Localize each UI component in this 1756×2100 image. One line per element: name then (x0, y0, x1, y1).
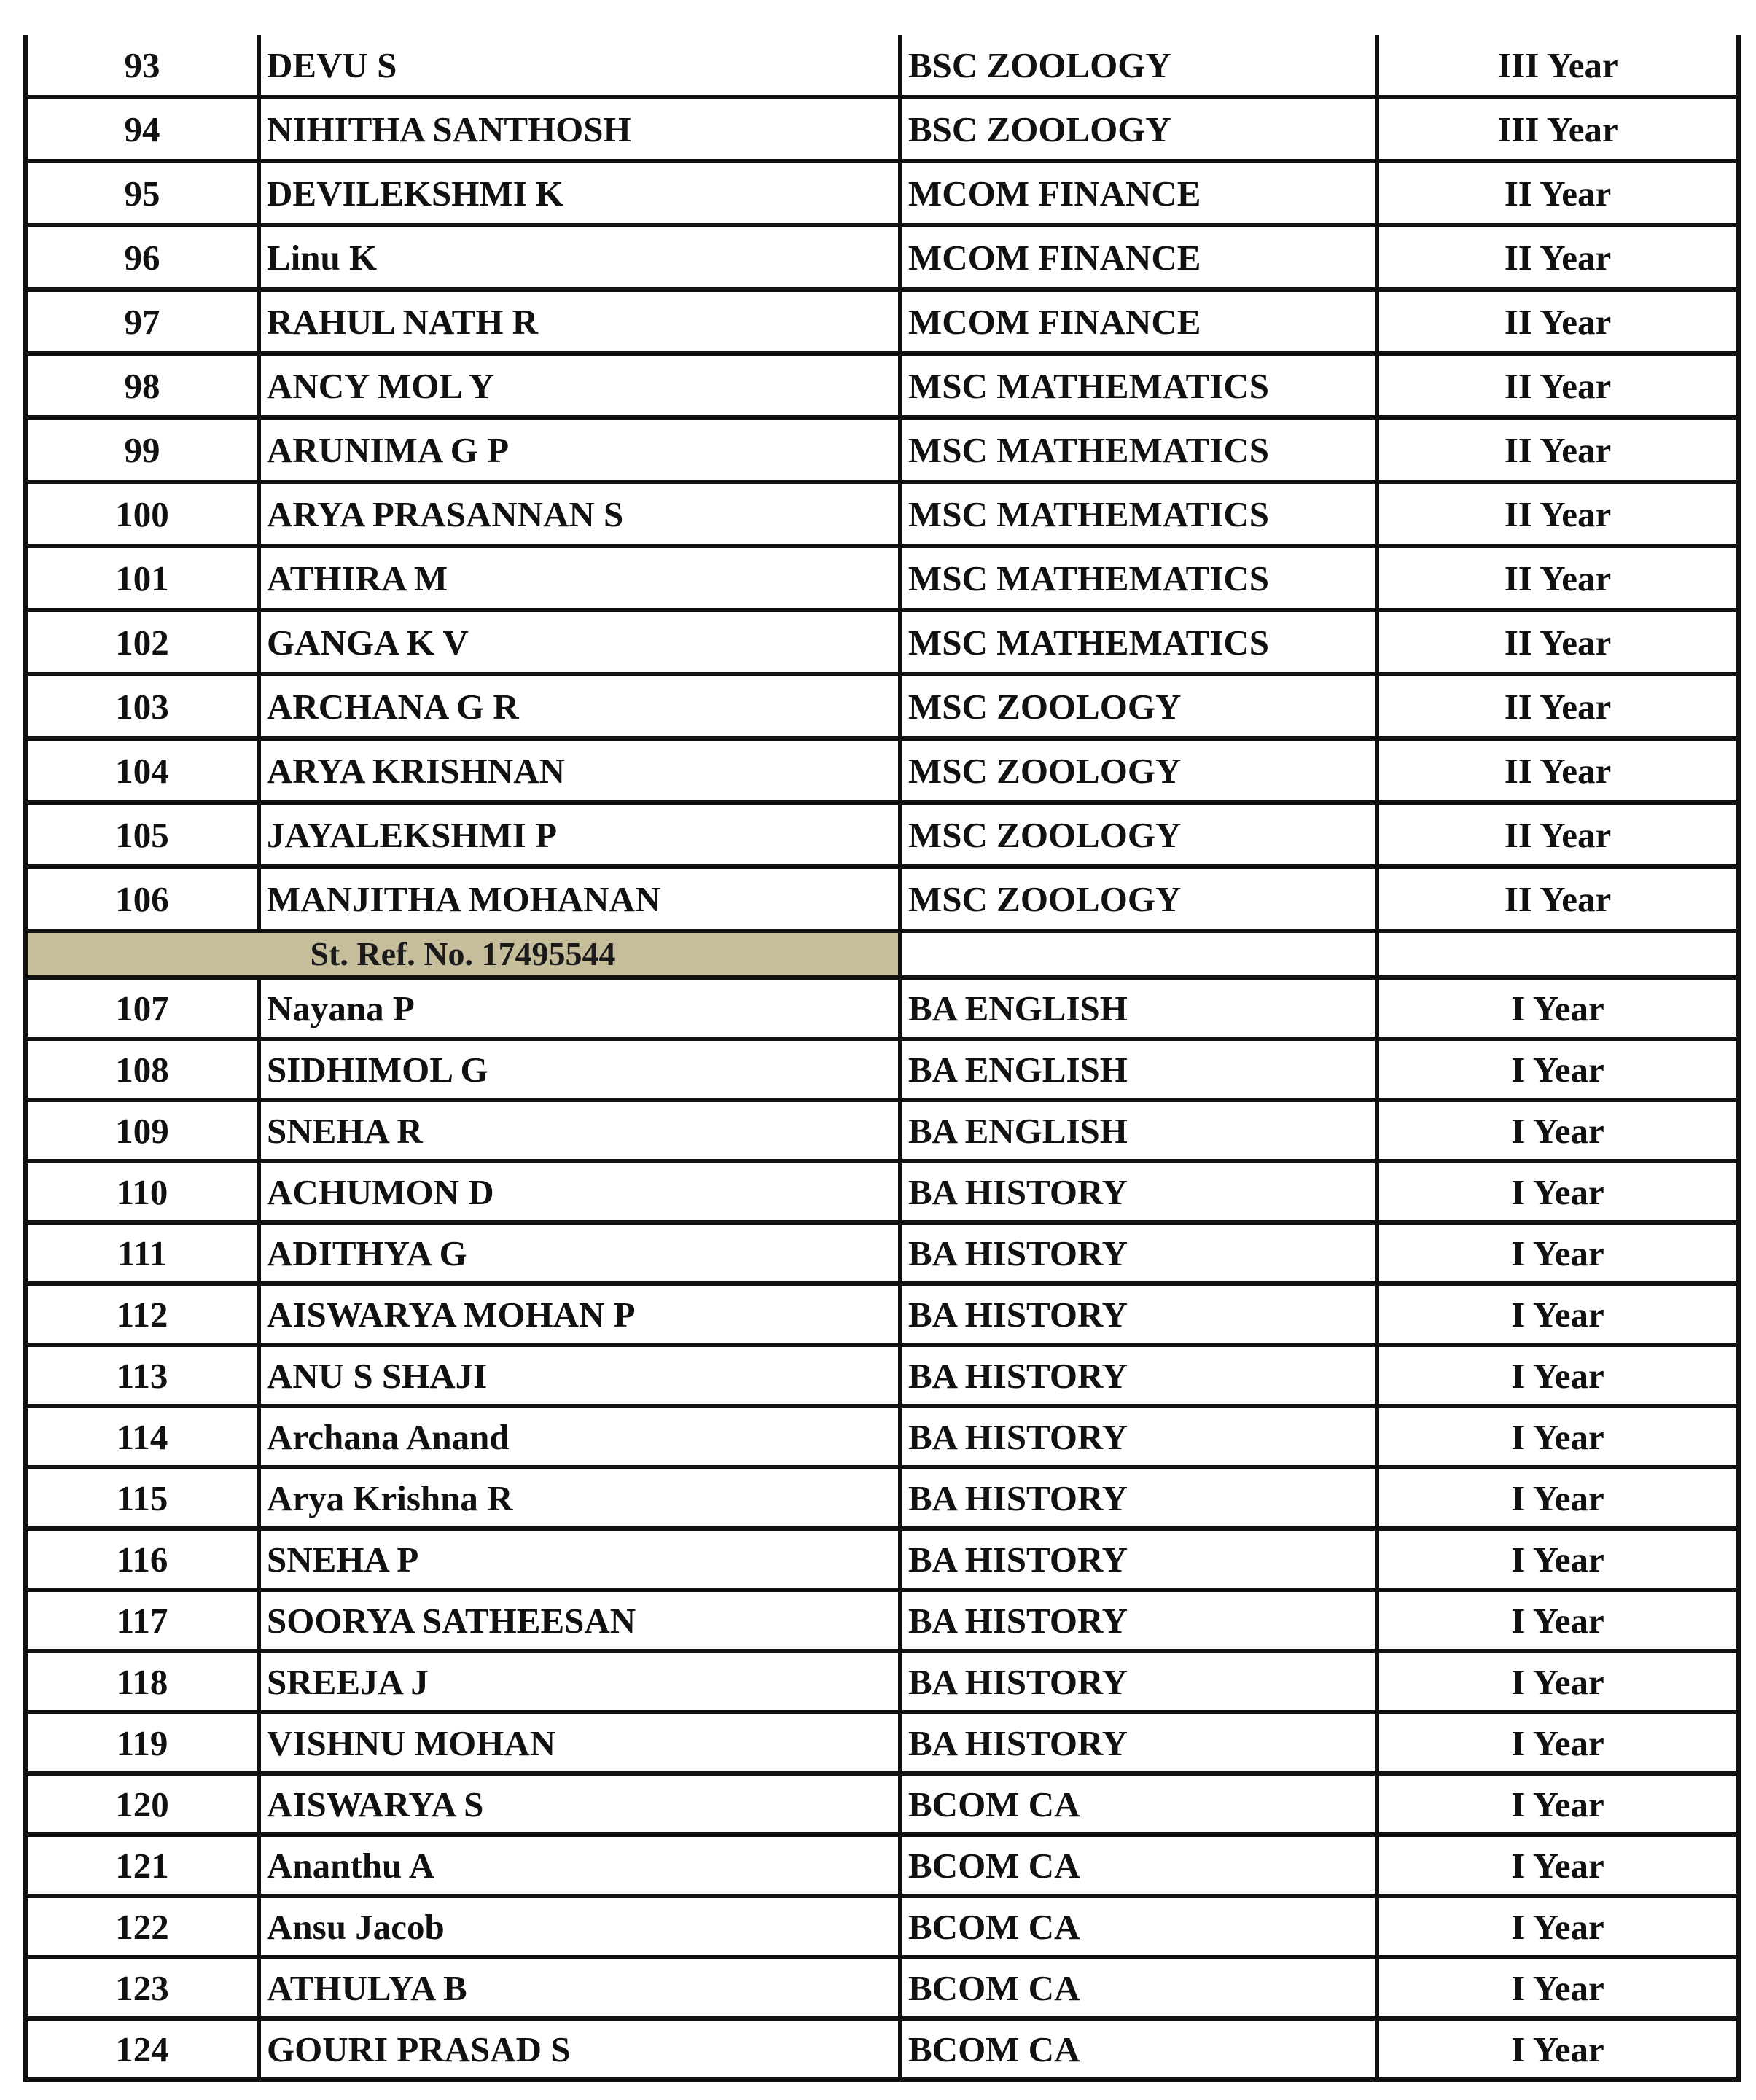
serial-number: 102 (26, 610, 259, 674)
year-of-study: III Year (1377, 97, 1739, 161)
course-name: BA HISTORY (900, 1467, 1377, 1529)
serial-number: 104 (26, 738, 259, 803)
serial-number: 108 (26, 1039, 259, 1100)
student-name: ARYA PRASANNAN S (259, 482, 900, 546)
course-name: BA HISTORY (900, 1406, 1377, 1467)
table-row (26, 1284, 1739, 1345)
table-row (26, 1467, 1739, 1529)
year-of-study: II Year (1377, 161, 1739, 225)
year-of-study: I Year (1377, 1100, 1739, 1161)
serial-number: 105 (26, 803, 259, 867)
table-row (26, 418, 1739, 482)
year-of-study: II Year (1377, 289, 1739, 354)
table-row (26, 1039, 1739, 1100)
student-name: RAHUL NATH R (259, 289, 900, 354)
student-name: VISHNU MOHAN (259, 1712, 900, 1773)
course-name: MCOM FINANCE (900, 161, 1377, 225)
course-name: MSC MATHEMATICS (900, 418, 1377, 482)
year-of-study: I Year (1377, 1712, 1739, 1773)
course-name: BA HISTORY (900, 1651, 1377, 1712)
table-row (26, 1835, 1739, 1896)
serial-number: 121 (26, 1835, 259, 1896)
student-name: Arya Krishna R (259, 1467, 900, 1529)
course-name: BA HISTORY (900, 1222, 1377, 1284)
student-name: GOURI PRASAD S (259, 2018, 900, 2080)
course-name: BSC ZOOLOGY (900, 97, 1377, 161)
course-name: MSC MATHEMATICS (900, 610, 1377, 674)
course-name: BA ENGLISH (900, 1039, 1377, 1100)
reference-number-label: St. Ref. No. 17495544 (26, 931, 900, 977)
serial-number: 115 (26, 1467, 259, 1529)
student-name: JAYALEKSHMI P (259, 803, 900, 867)
serial-number: 106 (26, 867, 259, 931)
course-name: MSC ZOOLOGY (900, 738, 1377, 803)
student-name: ATHULYA B (259, 1957, 900, 2018)
student-name: ACHUMON D (259, 1161, 900, 1222)
table-row (26, 977, 1739, 1039)
table-row (26, 35, 1739, 97)
table-row (26, 738, 1739, 803)
course-name: BA HISTORY (900, 1529, 1377, 1590)
student-name: ANU S SHAJI (259, 1345, 900, 1406)
student-name: Ananthu A (259, 1835, 900, 1896)
student-name: ADITHYA G (259, 1222, 900, 1284)
year-of-study: I Year (1377, 1467, 1739, 1529)
serial-number: 111 (26, 1222, 259, 1284)
course-name: MCOM FINANCE (900, 289, 1377, 354)
table-row (26, 1529, 1739, 1590)
serial-number: 119 (26, 1712, 259, 1773)
year-of-study: I Year (1377, 977, 1739, 1039)
year-of-study: I Year (1377, 1835, 1739, 1896)
student-table-body (26, 35, 1739, 2080)
serial-number: 116 (26, 1529, 259, 1590)
year-of-study: II Year (1377, 610, 1739, 674)
serial-number: 98 (26, 354, 259, 418)
year-of-study: III Year (1377, 35, 1739, 97)
course-name: BCOM CA (900, 1896, 1377, 1957)
serial-number: 109 (26, 1100, 259, 1161)
student-name: SNEHA P (259, 1529, 900, 1590)
serial-number: 99 (26, 418, 259, 482)
serial-number: 101 (26, 546, 259, 610)
table-row (26, 674, 1739, 738)
year-of-study: II Year (1377, 482, 1739, 546)
serial-number: 97 (26, 289, 259, 354)
table-row (26, 354, 1739, 418)
course-name: BA HISTORY (900, 1712, 1377, 1773)
table-row (26, 1406, 1739, 1467)
table-row (26, 610, 1739, 674)
student-name: MANJITHA MOHANAN (259, 867, 900, 931)
year-of-study: I Year (1377, 1039, 1739, 1100)
year-of-study: II Year (1377, 225, 1739, 289)
empty-cell (900, 931, 1377, 977)
serial-number: 118 (26, 1651, 259, 1712)
student-name: SOORYA SATHEESAN (259, 1590, 900, 1651)
year-of-study: II Year (1377, 546, 1739, 610)
table-row (26, 1651, 1739, 1712)
serial-number: 122 (26, 1896, 259, 1957)
table-row (26, 482, 1739, 546)
course-name: BA HISTORY (900, 1284, 1377, 1345)
course-name: BA HISTORY (900, 1161, 1377, 1222)
table-row (26, 546, 1739, 610)
empty-cell (1377, 931, 1739, 977)
year-of-study: II Year (1377, 354, 1739, 418)
serial-number: 114 (26, 1406, 259, 1467)
course-name: BCOM CA (900, 2018, 1377, 2080)
table-row (26, 97, 1739, 161)
serial-number: 124 (26, 2018, 259, 2080)
year-of-study: I Year (1377, 1773, 1739, 1835)
course-name: MSC ZOOLOGY (900, 803, 1377, 867)
table-row (26, 2018, 1739, 2080)
serial-number: 107 (26, 977, 259, 1039)
student-name: NIHITHA SANTHOSH (259, 97, 900, 161)
table-row (26, 1222, 1739, 1284)
table-row (26, 803, 1739, 867)
year-of-study: I Year (1377, 2018, 1739, 2080)
table-row (26, 161, 1739, 225)
course-name: MSC ZOOLOGY (900, 867, 1377, 931)
course-name: BA ENGLISH (900, 1100, 1377, 1161)
table-row (26, 1957, 1739, 2018)
year-of-study: I Year (1377, 1590, 1739, 1651)
student-name: ANCY MOL Y (259, 354, 900, 418)
student-list-document (23, 35, 1736, 2082)
year-of-study: I Year (1377, 1651, 1739, 1712)
course-name: BA HISTORY (900, 1345, 1377, 1406)
table-row (26, 1345, 1739, 1406)
year-of-study: I Year (1377, 1345, 1739, 1406)
year-of-study: II Year (1377, 738, 1739, 803)
course-name: MSC MATHEMATICS (900, 482, 1377, 546)
course-name: MCOM FINANCE (900, 225, 1377, 289)
reference-row (26, 931, 1739, 977)
course-name: BCOM CA (900, 1957, 1377, 2018)
student-name: ARYA KRISHNAN (259, 738, 900, 803)
serial-number: 120 (26, 1773, 259, 1835)
year-of-study: II Year (1377, 867, 1739, 931)
year-of-study: II Year (1377, 418, 1739, 482)
table-row (26, 1712, 1739, 1773)
table-row (26, 289, 1739, 354)
serial-number: 93 (26, 35, 259, 97)
year-of-study: I Year (1377, 1284, 1739, 1345)
course-name: MSC MATHEMATICS (900, 354, 1377, 418)
serial-number: 123 (26, 1957, 259, 2018)
table-row (26, 225, 1739, 289)
serial-number: 95 (26, 161, 259, 225)
course-name: MSC ZOOLOGY (900, 674, 1377, 738)
course-name: MSC MATHEMATICS (900, 546, 1377, 610)
serial-number: 110 (26, 1161, 259, 1222)
student-name: DEVILEKSHMI K (259, 161, 900, 225)
student-name: SIDHIMOL G (259, 1039, 900, 1100)
student-name: DEVU S (259, 35, 900, 97)
year-of-study: I Year (1377, 1957, 1739, 2018)
year-of-study: I Year (1377, 1222, 1739, 1284)
year-of-study: II Year (1377, 674, 1739, 738)
student-table (23, 35, 1741, 2082)
student-name: ARUNIMA G P (259, 418, 900, 482)
course-name: BA ENGLISH (900, 977, 1377, 1039)
year-of-study: I Year (1377, 1529, 1739, 1590)
course-name: BCOM CA (900, 1773, 1377, 1835)
student-name: Archana Anand (259, 1406, 900, 1467)
year-of-study: II Year (1377, 803, 1739, 867)
student-name: ATHIRA M (259, 546, 900, 610)
student-name: Ansu Jacob (259, 1896, 900, 1957)
table-row (26, 1773, 1739, 1835)
table-row (26, 1896, 1739, 1957)
year-of-study: I Year (1377, 1406, 1739, 1467)
student-name: ARCHANA G R (259, 674, 900, 738)
serial-number: 94 (26, 97, 259, 161)
serial-number: 117 (26, 1590, 259, 1651)
student-name: AISWARYA MOHAN P (259, 1284, 900, 1345)
table-row (26, 1590, 1739, 1651)
student-name: SREEJA J (259, 1651, 900, 1712)
table-row (26, 867, 1739, 931)
table-row (26, 1161, 1739, 1222)
student-name: AISWARYA S (259, 1773, 900, 1835)
serial-number: 96 (26, 225, 259, 289)
serial-number: 112 (26, 1284, 259, 1345)
serial-number: 100 (26, 482, 259, 546)
serial-number: 113 (26, 1345, 259, 1406)
student-name: Nayana P (259, 977, 900, 1039)
student-name: Linu K (259, 225, 900, 289)
course-name: BCOM CA (900, 1835, 1377, 1896)
course-name: BA HISTORY (900, 1590, 1377, 1651)
student-name: SNEHA R (259, 1100, 900, 1161)
serial-number: 103 (26, 674, 259, 738)
year-of-study: I Year (1377, 1161, 1739, 1222)
course-name: BSC ZOOLOGY (900, 35, 1377, 97)
table-row (26, 1100, 1739, 1161)
year-of-study: I Year (1377, 1896, 1739, 1957)
student-name: GANGA K V (259, 610, 900, 674)
